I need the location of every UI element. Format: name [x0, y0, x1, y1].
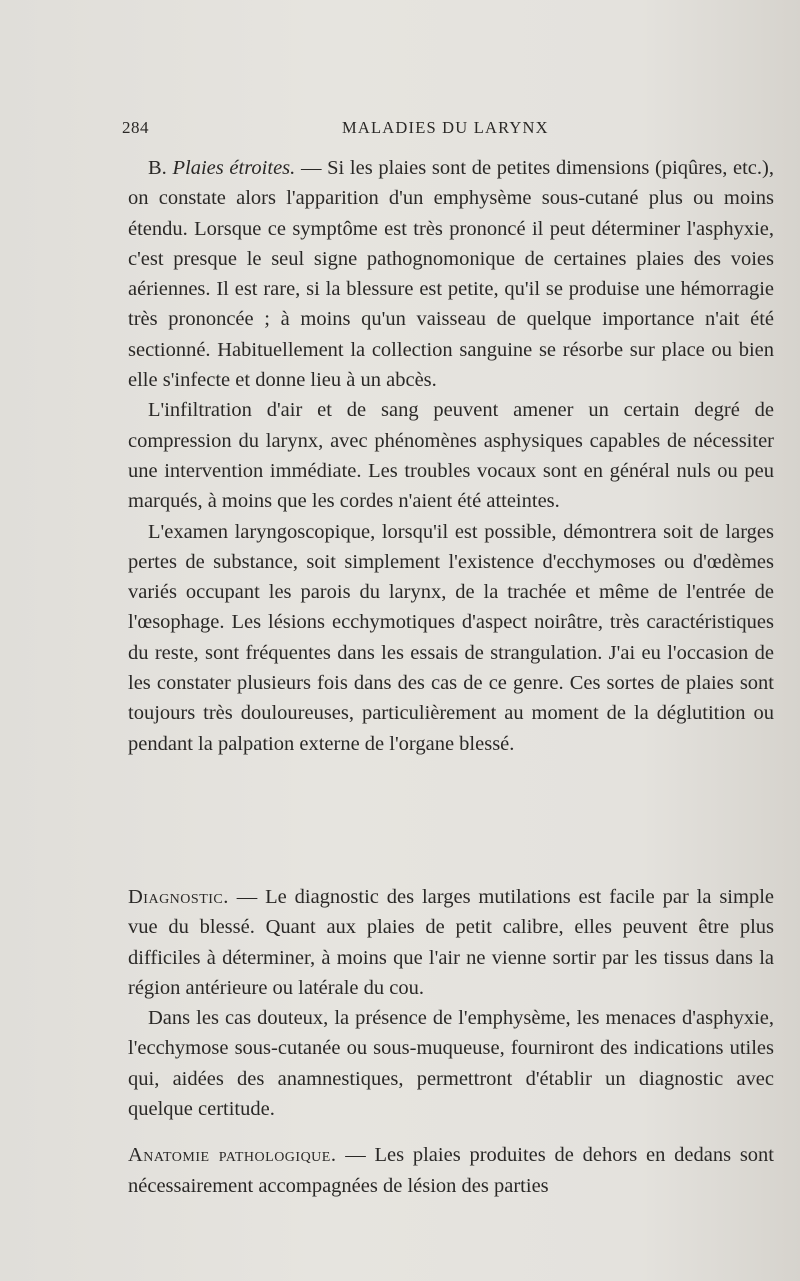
section-heading-anatomie: Anatomie pathologique.: [128, 1144, 337, 1167]
body-text-upper: [128, 153, 774, 759]
section-letter: B.: [148, 157, 167, 179]
paragraph-cas-douteux: Dans les cas douteux, la présence de l'emphysème, les menaces d'asphyxie, l'ecchymose sous-cutanée ou sous-muqueuse, fourniront des indications utiles qui, aidées des anamnestiques, permettront d'établir un diagnostic avec quelque certitude.: [128, 1007, 774, 1121]
paragraph-text: — Le diagnostic des larges mutilations est facile par la simple vue du blessé. Quant aux plaies de petit calibre, elles peuvent être plus difficiles à déterminer, à moins que l'air ne vienne sortir par les tissus dans la région antérieure ou latérale du cou.: [128, 886, 774, 999]
paragraph-diagnostic: [128, 882, 774, 1003]
page-number: 284: [122, 118, 149, 137]
section-gap: [128, 1124, 774, 1140]
body-text-lower: [128, 882, 774, 1201]
page-header: [122, 118, 772, 142]
paragraph-anatomie: [128, 1140, 774, 1201]
paragraph-plaies-etroites: [128, 153, 774, 395]
paragraph-text: — Si les plaies sont de petites dimensions (piqûres, etc.), on constate alors l'apparition d'un emphysème sous-cutané plus ou moins étendu. Lorsque ce symptôme est très prononcé il peut déterminer l'asphyxie, c'est presque le seul signe pathognomonique de certaines plaies des voies aériennes. Il est rare, si la blessure est petite, qu'il se produise une hémorragie très prononcée ; à moins qu'un vaisseau de quelque importance n'ait été sectionné. Habituellement la collection sanguine se résorbe sur place ou bien elle s'infecte et donne lieu à un abcès.: [128, 157, 774, 392]
paragraph-infiltration: L'infiltration d'air et de sang peuvent amener un certain degré de compression du larynx, avec phénomènes asphysiques capables de nécessiter une intervention immédiate. Les troubles vocaux sont en général nuls ou peu marqués, à moins que les cordes n'aient été atteintes.: [128, 399, 774, 513]
running-title: MALADIES DU LARYNX: [342, 118, 549, 137]
section-heading-italic: Plaies étroites.: [172, 157, 296, 179]
paragraph-text: — Les plaies produites de dehors en dedans sont nécessairement accompagnées de lésion des parties: [128, 1144, 774, 1197]
section-heading-diagnostic: Diagnostic.: [128, 886, 229, 908]
paragraph-examen: L'examen laryngoscopique, lorsqu'il est possible, démontrera soit de larges pertes de substance, soit simplement l'existence d'ecchymoses ou d'œdèmes variés occupant les parois du larynx, de la trachée et même de l'entrée de l'œsophage. Les lésions ecchymotiques d'aspect noirâtre, très caractéristiques du reste, sont fréquentes dans les essais de strangulation. J'ai eu l'occasion de les constater plusieurs fois dans des cas de ce genre. Ces sortes de plaies sont toujours très douloureuses, particulièrement au moment de la déglutition ou pendant la palpation externe de l'organe blessé.: [128, 520, 774, 755]
